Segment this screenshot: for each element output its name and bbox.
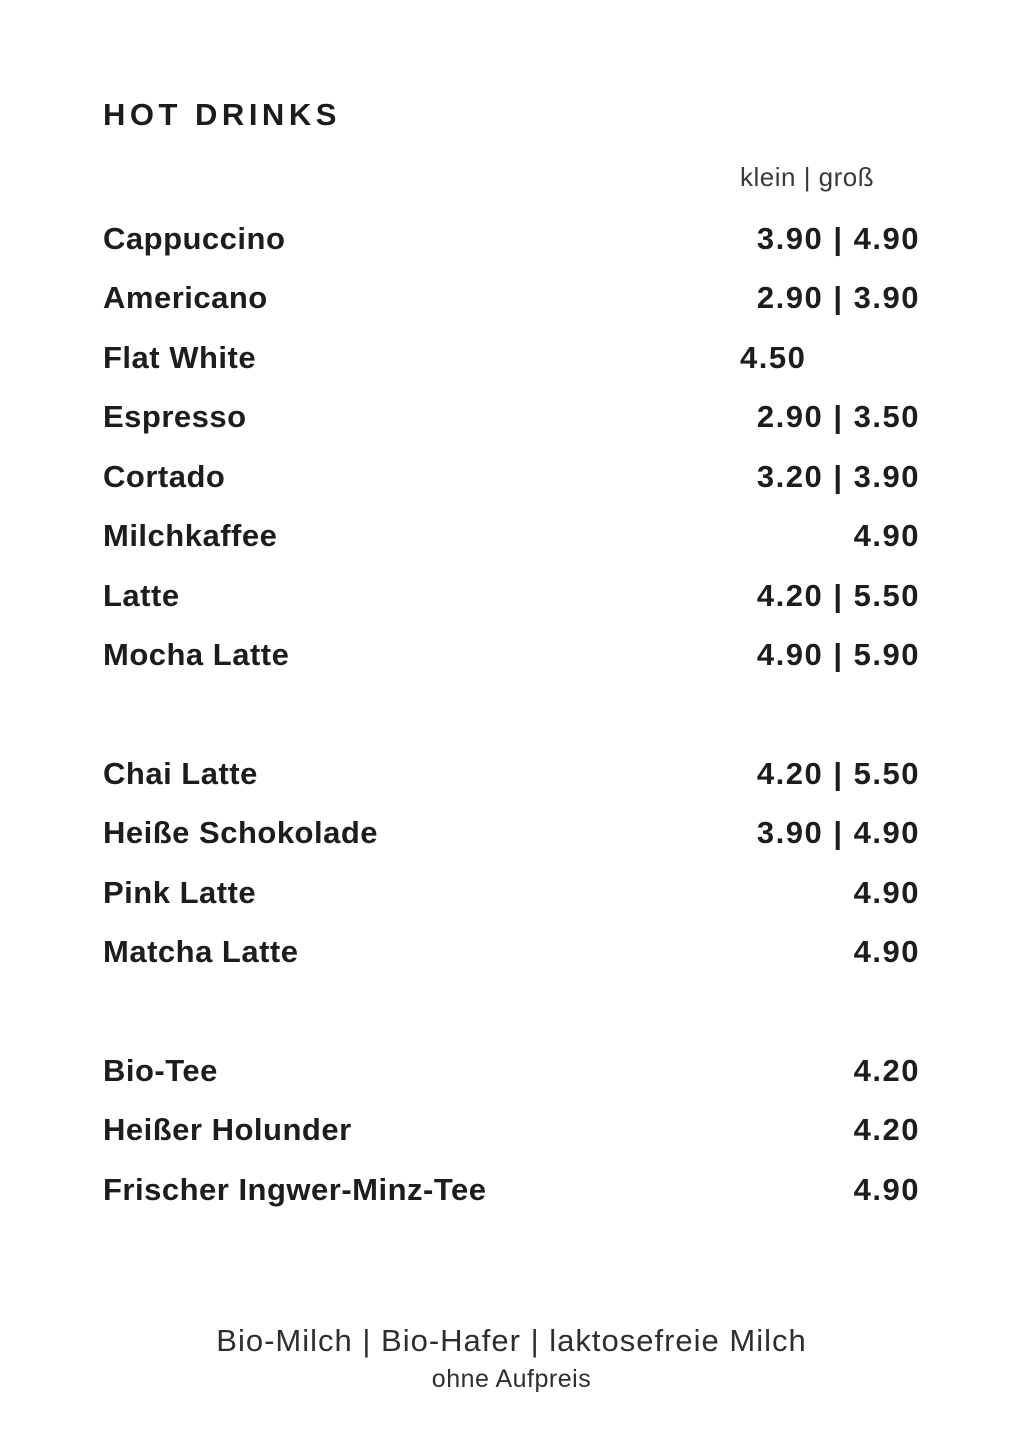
menu-item-row <box>103 626 920 686</box>
item-price: 4.90 <box>853 1171 920 1207</box>
item-name: Bio-Tee <box>103 1052 218 1088</box>
item-price: 4.50 <box>740 339 807 375</box>
item-price: 3.90 | 4.90 <box>756 815 920 851</box>
size-header-row <box>103 162 920 192</box>
item-name: Latte <box>103 577 180 613</box>
item-price: 2.90 | 3.50 <box>756 399 920 435</box>
item-name: Milchkaffee <box>103 518 278 554</box>
item-name: Frischer Ingwer-Minz-Tee <box>103 1171 487 1207</box>
item-price: 3.90 | 4.90 <box>756 220 920 256</box>
menu-item-row <box>103 328 920 388</box>
menu-group-specialty <box>103 744 920 982</box>
menu-item-row <box>103 1160 920 1220</box>
menu-item-row <box>103 863 920 923</box>
menu-item-row <box>103 269 920 329</box>
item-name: Pink Latte <box>103 874 257 910</box>
item-name: Heißer Holunder <box>103 1112 352 1148</box>
menu-item-row <box>103 566 920 626</box>
menu-item-row <box>103 744 920 804</box>
item-name: Mocha Latte <box>103 637 290 673</box>
item-price: 4.90 | 5.90 <box>756 637 920 673</box>
item-name: Matcha Latte <box>103 934 299 970</box>
item-name: Flat White <box>103 339 257 375</box>
item-name: Chai Latte <box>103 755 258 791</box>
item-price: 4.20 <box>853 1112 920 1148</box>
item-price: 4.90 <box>853 518 920 554</box>
footer <box>103 1320 920 1396</box>
milk-options-text: Bio-Milch | Bio-Hafer | laktosefreie Milch <box>216 1322 807 1358</box>
menu-item-row <box>103 209 920 269</box>
no-surcharge-text: ohne Aufpreis <box>431 1364 592 1393</box>
item-price: 4.90 <box>853 874 920 910</box>
item-price: 4.20 | 5.50 <box>756 755 920 791</box>
item-price: 4.20 <box>853 1052 920 1088</box>
item-name: Cortado <box>103 458 226 494</box>
item-price: 4.90 <box>853 934 920 970</box>
menu-item-row <box>103 507 920 567</box>
menu-item-row <box>103 388 920 448</box>
menu-item-row <box>103 804 920 864</box>
item-name: Espresso <box>103 399 247 435</box>
menu-item-row <box>103 1041 920 1101</box>
size-header-label: klein | groß <box>740 161 875 192</box>
page-title: HOT DRINKS <box>103 97 341 132</box>
item-name: Heiße Schokolade <box>103 815 379 851</box>
item-price: 4.20 | 5.50 <box>756 577 920 613</box>
menu-group-tea <box>103 1041 920 1220</box>
menu-group-coffee <box>103 209 920 685</box>
item-name: Americano <box>103 280 268 316</box>
menu-item-row <box>103 1101 920 1161</box>
menu-item-row <box>103 923 920 983</box>
item-name: Cappuccino <box>103 220 286 256</box>
menu-item-row <box>103 447 920 507</box>
item-price: 2.90 | 3.90 <box>756 280 920 316</box>
item-price: 3.20 | 3.90 <box>756 458 920 494</box>
